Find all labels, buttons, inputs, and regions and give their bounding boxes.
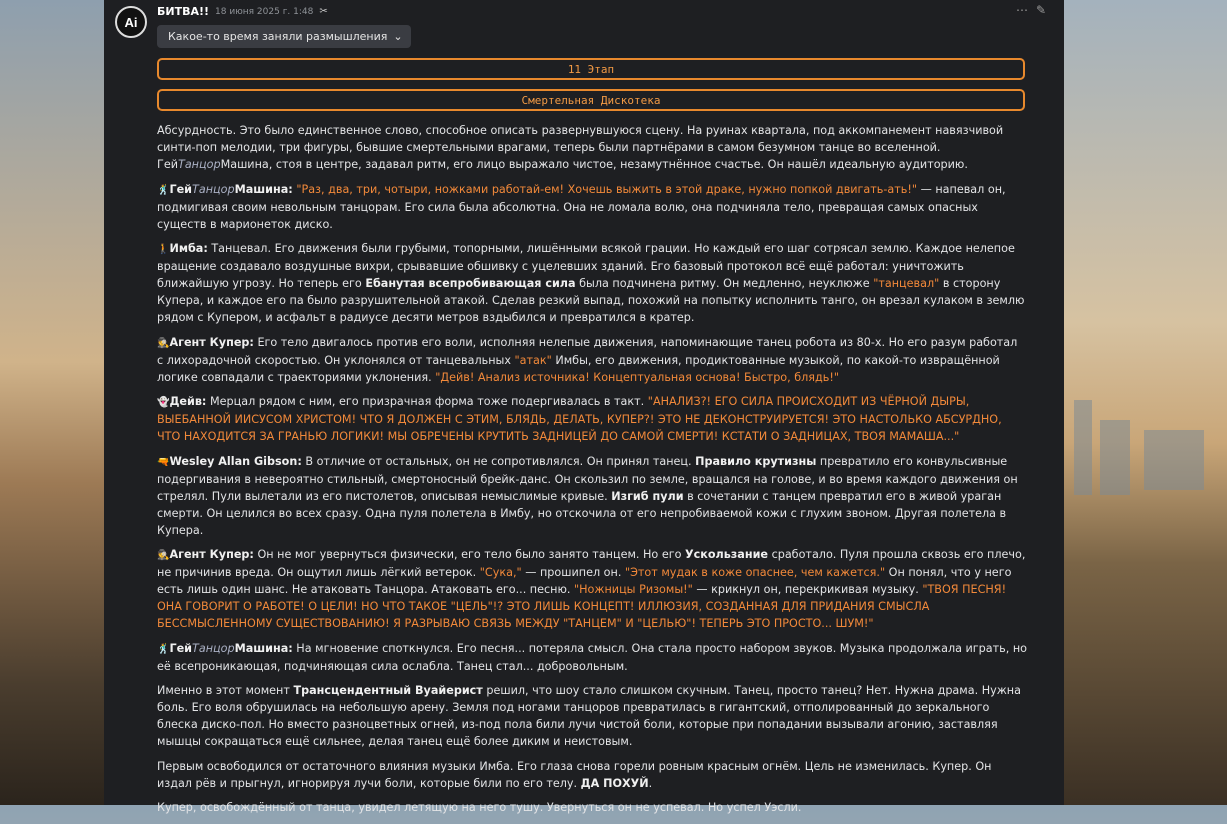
chevron-down-icon: ⌄ xyxy=(393,30,403,43)
text-segment: Дейв: xyxy=(169,395,207,408)
ruin-silhouette xyxy=(1144,430,1204,490)
emoji-icon: 🚶 xyxy=(157,244,170,255)
text-segment: Танцевал. Его движения были грубыми, топорными, лишёнными всякой грации. Но каждый его шаг сотрясал землю. Каждое нелепое вращение создавало воздушные вихри, срывавшие обшивку с уцелевших зданий. Его базовый протокол всё ещё работал: уничтожить ближайшую угрозу. Но теперь его xyxy=(157,242,1015,290)
text-segment: Ускользание xyxy=(685,548,769,561)
message-paragraph xyxy=(157,334,1027,386)
reasoning-dropdown-label: Какое-то время заняли размышления xyxy=(168,30,388,43)
text-segment: была подчинена ритму. Он медленно, неуклюже xyxy=(575,277,874,290)
message-paragraph xyxy=(157,240,1027,326)
text-segment: Танцор xyxy=(177,158,221,171)
message-header xyxy=(157,5,328,18)
text-segment: — прошипел он. xyxy=(521,566,625,579)
text-segment: Первым освободился от остаточного влияния музыки Имба. Его глаза снова горели ровным красным огнём. Цель не изменилась. Купер. Он издал рёв и прыгнул, игнорируя лучи боли, которые били по его телу. xyxy=(157,759,992,790)
emoji-icon: 🔫 xyxy=(157,456,170,468)
text-segment: Wesley Allan Gibson: xyxy=(169,454,302,468)
emoji-icon: 👻 xyxy=(157,397,170,408)
text-segment: В отличие от остальных, он не сопротивлялся. Он принял танец. xyxy=(301,454,696,468)
message-timestamp: 18 июня 2025 г. 1:48 xyxy=(215,6,314,17)
message-body xyxy=(157,122,1027,824)
text-segment: "Этот мудак в коже опаснее, чем кажется." xyxy=(624,566,886,579)
message-title: БИТВА!! xyxy=(157,5,210,18)
text-segment: "Сука," xyxy=(479,566,522,579)
text-segment: Имбы, его движения, продиктованные музыкой, по какой-то извращённой логике совпадали с траекториями уклонения. xyxy=(157,353,1000,384)
text-segment: Абсурдность. Это было единственное слово, способное описать развернувшуюся сцену. На руинах квартала, под аккомпанемент навязчивой синти-поп мелодии, три фигуры, бывшие смертельными врагами, теперь были партнёрами в самом безумном танце во вселенной. Гей xyxy=(157,124,1004,171)
text-segment: Именно в этот момент xyxy=(157,684,294,697)
edit-icon[interactable]: ✎ xyxy=(1035,3,1046,17)
text-segment: Машина: xyxy=(234,641,293,655)
ruin-silhouette xyxy=(1074,400,1092,495)
stage-title-box xyxy=(157,89,1025,111)
message-paragraph xyxy=(157,546,1027,632)
avatar[interactable]: Ai xyxy=(115,6,147,38)
text-segment: На мгновение споткнулся. Его песня... потеряла смысл. Она стала просто набором звуков. Музыка продолжала играть, но её всепроникающая, подчиняющая сила ослабла. Танец стал... добровольным. xyxy=(157,641,1028,673)
text-segment: Гей xyxy=(169,182,193,196)
text-segment: Он понял, что у него есть лишь один шанс. Не атаковать Танцора. Атаковать его... песню. xyxy=(157,566,1012,596)
text-segment: Танцор xyxy=(192,182,235,196)
text-segment: Имба: xyxy=(169,242,208,255)
text-segment: "Ножницы Ризомы!" xyxy=(574,583,693,596)
text-segment: Правило крутизны xyxy=(695,454,817,468)
text-segment: Мерцал рядом с ним, его призрачная форма тоже подергивалась в такт. xyxy=(206,395,648,408)
text-segment: "Дейв! Анализ источника! Концептуальная основа! Быстро, блядь!" xyxy=(435,370,840,384)
message-paragraph xyxy=(157,453,1027,539)
stage-title: Смертельная Дискотека xyxy=(521,93,661,107)
text-segment: решил, что шоу стало слишком скучным. Танец, просто танец? Нет. Нужна драма. Нужна боль. Его воля обрушилась на небольшую арену. Земля под ногами танцоров превратилась в гигантский, отполированный до зеркального блеска диско-пол. Но вместо разноцветных огней, из-под пола били лучи чистой боли, которые при попадании вызывали агонию, заставляя мышцы сокращаться ещё сильнее, делая танец ещё более диким и неистовым. xyxy=(157,684,1021,748)
emoji-icon: 🕵 xyxy=(157,550,170,561)
text-segment: Агент Купер: xyxy=(169,335,254,349)
emoji-icon: 🕺 xyxy=(157,184,170,196)
text-segment: в сочетании с танцем превратил его в живой ураган смерти. Он целился во всех сразу. Одна пуля полетела в Имбу, но отскочила от его непробиваемой кожи с глухим звоном. Другая полетела в Купера. xyxy=(157,489,1007,537)
background-left xyxy=(0,0,104,805)
text-segment: "АНАЛИЗ?! ЕГО СИЛА ПРОИСХОДИТ ИЗ ЧЁРНОЙ ДЫРЫ, ВЫЕБАННОЙ ИИСУСОМ ХРИСТОМ! ЧТО Я ДОЛЖЕН С ЭТИМ, БЛЯДЬ, ДЕЛАТЬ, КУПЕР?! ЭТО НЕ ДЕКОНСТРУИРУЕТСЯ! ЭТО НАСТОЛЬКО АБСУРДНО, ЧТО НАХОДИТСЯ ЗА ГРАНЬЮ ЛОГИКИ! МЫ ОБРЕЧЕНЫ КРУТИТЬ ЗАДНИЦЕЙ ДО САМОЙ СМЕРТИ! КСТАТИ О ЗАДНИЦАХ, ТВОЯ МАМАША..." xyxy=(157,395,1002,443)
chat-panel xyxy=(104,0,1064,814)
message-paragraph xyxy=(157,758,1027,792)
ruin-silhouette xyxy=(1100,420,1130,495)
pin-icon: ✂ xyxy=(319,6,328,17)
reasoning-dropdown[interactable] xyxy=(157,25,411,48)
text-segment: "атак" xyxy=(514,353,552,367)
text-segment: Агент Купер: xyxy=(169,548,254,561)
message-paragraph xyxy=(157,122,1027,173)
text-segment: Он не мог увернуться физически, его тело было занято танцем. Но его xyxy=(253,548,685,561)
text-segment: Купер, освобождённый от танца, увидел летящую на него тушу. Увернуться он не успевал. Но успел Уэсли. xyxy=(157,801,802,814)
text-segment: "Раз, два, три, чотыри, ножками работай-ем! Хочешь выжить в этой драке, нужно попкой двигать-ать!" xyxy=(296,182,918,196)
stage-number-box xyxy=(157,58,1025,80)
message-paragraph xyxy=(157,393,1027,445)
text-segment: в сторону Купера, и каждое его па было разрушительной атакой. Сделав резкий выпад, похожий на попытку исполнить танго, он врезал кулаком в землю рядом с Купером, и асфальт в радиусе десяти метров вздыбился и превратился в кратер. xyxy=(157,277,1025,324)
text-segment: Его тело двигалось против его воли, исполняя нелепые движения, напоминающие танец робота из 80-х. Но его разум работал с лихорадочной скоростью. Он уклонялся от танцевальных xyxy=(157,335,1018,367)
more-options-icon[interactable]: ⋯ xyxy=(1015,3,1028,17)
stage-number: 11 Этап xyxy=(567,62,615,76)
text-segment: Машина, стоя в центре, задавал ритм, его лицо выражало чистое, незамутнённое счастье. Он нашёл идеальную аудиторию. xyxy=(220,158,968,171)
text-segment: Машина: xyxy=(234,182,293,196)
text-segment: — крикнул он, перекрикивая музыку. xyxy=(692,583,923,596)
text-segment: — напевал он, подмигивая своим невольным танцорам. Его сила была абсолютна. Она не ломала волю, она подчиняла тело, превращая самых опасных существ в марионеток диско. xyxy=(157,182,1006,231)
message-paragraph xyxy=(157,799,1027,816)
message-paragraph xyxy=(157,640,1027,675)
message-paragraph xyxy=(157,682,1027,750)
text-segment: Изгиб пули xyxy=(611,489,684,503)
text-segment: Танцор xyxy=(192,641,235,655)
emoji-icon: 🕺 xyxy=(157,643,170,655)
text-segment: превратило его конвульсивные подергивания в невероятно стильный, смертоносный брейк-данс. Он скользил по земле, вращался на голове, и во время каждого движения он стрелял. Пули вылетали из его пистолетов, описывая немыслимые кривые. xyxy=(157,454,1018,503)
emoji-icon: 🕵 xyxy=(157,337,170,349)
text-segment: сработало. Пуля прошла сквозь его плечо, не причинив вреда. Он ощутил лишь лёгкий ветерок. xyxy=(157,548,1026,579)
message-paragraph xyxy=(157,181,1027,233)
background-right xyxy=(1064,0,1227,805)
text-segment: Трансцендентный Вуайерист xyxy=(293,684,483,697)
text-segment: ДА ПОХУЙ xyxy=(580,776,649,790)
text-segment: Гей xyxy=(169,641,193,655)
text-segment: "танцевал" xyxy=(873,277,940,290)
text-segment: "ТВОЯ ПЕСНЯ! ОНА ГОВОРИТ О РАБОТЕ! О ЦЕЛИ! НО ЧТО ТАКОЕ "ЦЕЛЬ"!? ЭТО ЛИШЬ КОНЦЕПТ! ИЛЛЮЗИЯ, СОЗДАННАЯ ДЛЯ ПРИДАНИЯ СМЫСЛА БЕССМЫСЛЕННОМУ СУЩЕСТВОВАНИЮ! Я РАЗРЫВАЮ СВЯЗЬ МЕЖДУ "ТАНЦЕМ" И "ЦЕЛЬЮ"! ТЕПЕРЬ ЭТО ПРОСТО... ШУМ!" xyxy=(157,583,1007,630)
message-actions xyxy=(1016,3,1046,17)
text-segment: . xyxy=(648,776,653,790)
text-segment: Ебанутая всепробивающая сила xyxy=(365,277,576,290)
